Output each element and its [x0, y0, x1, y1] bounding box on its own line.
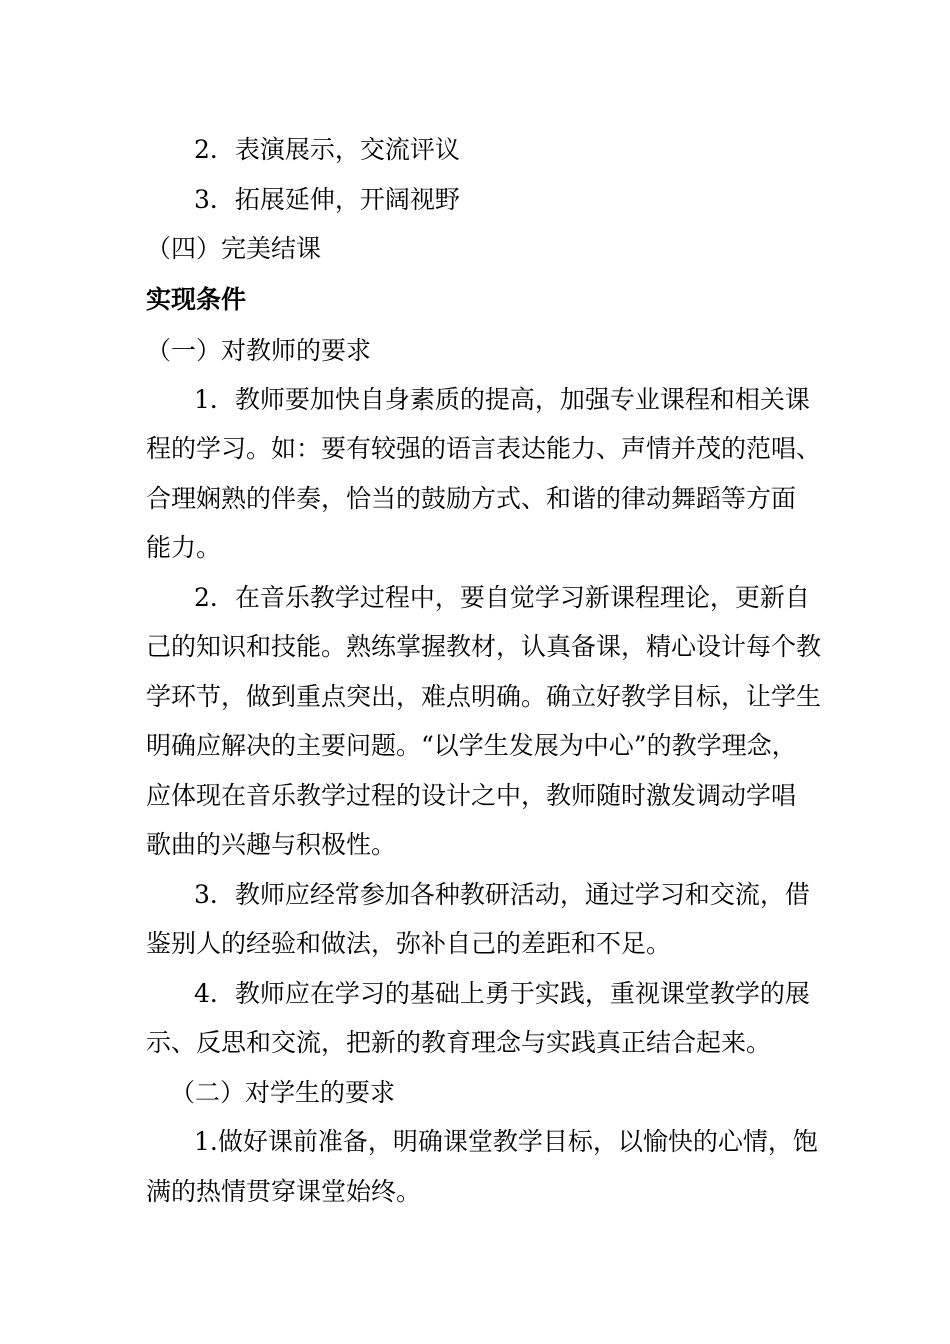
- heading-implementation-conditions: 实现条件: [146, 285, 247, 314]
- teacher-req-3-line-1: 3．教师应经常参加各种教研活动，通过学习和交流，借: [194, 880, 810, 909]
- teacher-req-1-line-3: 合理娴熟的伴奏，恰当的鼓励方式、和谐的律动舞蹈等方面: [146, 484, 797, 513]
- step-3-extension-line: 3．拓展延伸，开阔视野: [194, 185, 460, 214]
- teacher-req-1-line-2: 程的学习。如：要有较强的语言表达能力、声情并茂的范唱、: [146, 434, 822, 463]
- subheading-teacher-requirements: （一）对教师的要求: [146, 336, 372, 365]
- subheading-student-requirements: （二）对学生的要求: [170, 1078, 396, 1107]
- teacher-req-2-line-4: 明确应解决的主要问题。“以学生发展为中心”的教学理念，: [146, 731, 797, 760]
- teacher-req-1-line-1: 1．教师要加快自身素质的提高，加强专业课程和相关课: [194, 385, 810, 414]
- teacher-req-2-line-6: 歌曲的兴趣与积极性。: [146, 830, 397, 859]
- teacher-req-1-line-4: 能力。: [146, 533, 222, 562]
- teacher-req-4-line-1: 4．教师应在学习的基础上勇于实践，重视课堂教学的展: [194, 979, 810, 1008]
- teacher-req-2-line-3: 学环节，做到重点突出，难点明确。确立好教学目标，让学生: [146, 682, 822, 711]
- section-four-closing-line: （四）完美结课: [146, 234, 322, 263]
- student-req-1-line-2: 满的热情贯穿课堂始终。: [146, 1177, 422, 1206]
- teacher-req-2-line-1: 2．在音乐教学过程中，要自觉学习新课程理论，更新自: [194, 583, 810, 612]
- teacher-req-3-line-2: 鉴别人的经验和做法，弥补自己的差距和不足。: [146, 929, 672, 958]
- teacher-req-4-line-2: 示、反思和交流，把新的教育理念与实践真正结合起来。: [146, 1028, 772, 1057]
- student-req-1-line-1: 1.做好课前准备，明确课堂教学目标，以愉快的心情，饱: [194, 1127, 818, 1156]
- teacher-req-2-line-2: 己的知识和技能。熟练掌握教材，认真备课，精心设计每个教: [146, 632, 822, 661]
- teacher-req-2-line-5: 应体现在音乐教学过程的设计之中，教师随时激发调动学唱: [146, 781, 797, 810]
- step-2-performance-line: 2．表演展示，交流评议: [194, 135, 460, 164]
